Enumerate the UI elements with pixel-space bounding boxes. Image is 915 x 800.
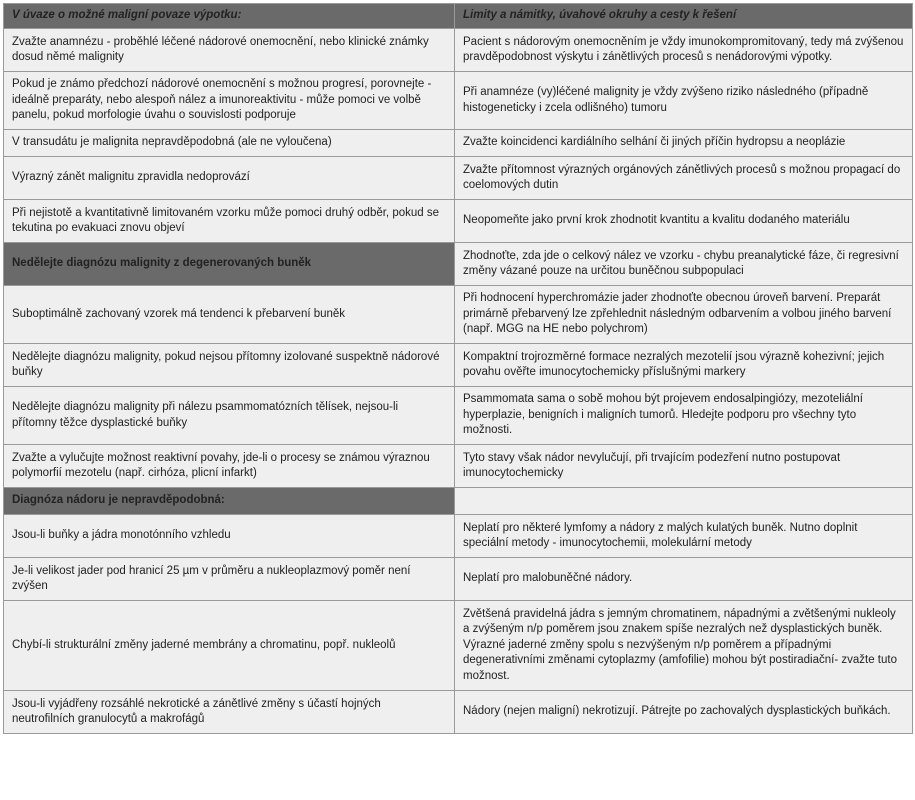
limits-cell: Kompaktní trojrozměrné formace nezralých mezotelií jsou výrazně kohezivní; jejich povahu ověřte imunocytochemicky příslušnými markery — [455, 344, 913, 387]
limits-cell: Zvažte koincidenci kardiálního selhání či jiných příčin hydropsu a neoplázie — [455, 130, 913, 157]
header-left: V úvaze o možné maligní povaze výpotku: — [4, 4, 455, 29]
limits-cell — [455, 488, 913, 515]
criterion-cell: Výrazný zánět malignitu zpravidla nedoprovází — [4, 157, 455, 200]
limits-cell: Nádory (nejen maligní) nekrotizují. Pátrejte po zachovalých dysplastických buňkách. — [455, 691, 913, 734]
table-row — [4, 601, 913, 691]
limits-cell: Neopomeňte jako první krok zhodnotit kvantitu a kvalitu dodaného materiálu — [455, 200, 913, 243]
table-row — [4, 130, 913, 157]
limits-cell: Tyto stavy však nádor nevylučují, při trvajícím podezření nutno postupovat imunocytochemicky — [455, 445, 913, 488]
section-heading: Nedělejte diagnózu malignity z degenerovaných buněk — [4, 243, 455, 286]
table-row — [4, 72, 913, 130]
limits-cell: Psammomata sama o sobě mohou být projevem endosalpingiózy, mezoteliální hyperplazie, benigních i maligních tumorů. Hledejte podporu pro všechny tyto možnosti. — [455, 387, 913, 445]
limits-cell: Zvažte přítomnost výrazných orgánových zánětlivých procesů s možnou propagací do coelomových dutin — [455, 157, 913, 200]
table-body — [4, 29, 913, 734]
limits-cell: Při anamnéze (vy)léčené malignity je vždy zvýšeno riziko následného (případně histogeneticky i zcela odlišného) tumoru — [455, 72, 913, 130]
limits-cell: Pacient s nádorovým onemocněním je vždy imunokompromitovaný, tedy má zvýšenou pravděpodobnost výskytu i zánětlivých procesů s nenádorovými výpotky. — [455, 29, 913, 72]
guideline-table — [3, 3, 913, 734]
criterion-cell: Nedělejte diagnózu malignity při nálezu psammomatózních tělísek, nejsou-li přítomny těžce dysplastické buňky — [4, 387, 455, 445]
table-row — [4, 157, 913, 200]
section-heading: Diagnóza nádoru je nepravděpodobná: — [4, 488, 455, 515]
table-row — [4, 387, 913, 445]
table-row — [4, 344, 913, 387]
criterion-cell: Je-li velikost jader pod hranicí 25 µm v průměru a nukleoplazmový poměr není zvýšen — [4, 558, 455, 601]
criterion-cell: Pokud je známo předchozí nádorové onemocnění s možnou progresí, porovnejte - ideálně preparáty, nebo alespoň nález a imunoreaktivitu - může pomoci ve volbě panelu, pokud morfologie úvahu o souvislosti podporuje — [4, 72, 455, 130]
table-header-row — [4, 4, 913, 29]
table-row — [4, 445, 913, 488]
limits-cell: Neplatí pro malobuněčné nádory. — [455, 558, 913, 601]
criterion-cell: V transudátu je malignita nepravděpodobná (ale ne vyloučena) — [4, 130, 455, 157]
section-row — [4, 243, 913, 286]
criterion-cell: Nedělejte diagnózu malignity, pokud nejsou přítomny izolované suspektně nádorové buňky — [4, 344, 455, 387]
table-row — [4, 200, 913, 243]
limits-cell: Při hodnocení hyperchromázie jader zhodnoťte obecnou úroveň barvení. Preparát primárně přebarvený lze zpřehlednit následným odbarvením a volbou jiného barvení (např. MGG na HE nebo polychrom) — [455, 286, 913, 344]
table-row — [4, 691, 913, 734]
header-right: Limity a námitky, úvahové okruhy a cesty k řešení — [455, 4, 913, 29]
criterion-cell: Při nejistotě a kvantitativně limitovaném vzorku může pomoci druhý odběr, pokud se tekutina po evakuaci znovu objeví — [4, 200, 455, 243]
table-row — [4, 29, 913, 72]
limits-cell: Neplatí pro některé lymfomy a nádory z malých kulatých buněk. Nutno doplnit speciální metody - imunocytochemii, molekulární metody — [455, 515, 913, 558]
criterion-cell: Zvažte a vylučujte možnost reaktivní povahy, jde-li o procesy se známou výraznou polymorfií mezotelu (např. cirhóza, plicní infarkt) — [4, 445, 455, 488]
criterion-cell: Suboptimálně zachovaný vzorek má tendenci k přebarvení buněk — [4, 286, 455, 344]
table-row — [4, 558, 913, 601]
table-row — [4, 286, 913, 344]
section-row — [4, 488, 913, 515]
criterion-cell: Jsou-li buňky a jádra monotónního vzhledu — [4, 515, 455, 558]
criterion-cell: Chybí-li strukturální změny jaderné membrány a chromatinu, popř. nukleolů — [4, 601, 455, 691]
limits-cell: Zhodnoťte, zda jde o celkový nález ve vzorku - chybu preanalytické fáze, či regresivní změny vázané pouze na určitou buněčnou subpopulaci — [455, 243, 913, 286]
criterion-cell: Jsou-li vyjádřeny rozsáhlé nekrotické a zánětlivé změny s účastí hojných neutrofilních granulocytů a makrofágů — [4, 691, 455, 734]
limits-cell: Zvětšená pravidelná jádra s jemným chromatinem, nápadnými a zvětšenými nukleoly a zvýšeným n/p poměrem jsou znakem spíše nezralých než dysplastických buněk. Výrazné jaderné změny spolu s nezvýšeným n/p poměrem a případnými degenerativními změnami cytoplazmy (amfofilie) mohou být postiradiační- zvažte tuto možnost. — [455, 601, 913, 691]
criterion-cell: Zvažte anamnézu - proběhlé léčené nádorové onemocnění, nebo klinické známky dosud němé malignity — [4, 29, 455, 72]
table-row — [4, 515, 913, 558]
